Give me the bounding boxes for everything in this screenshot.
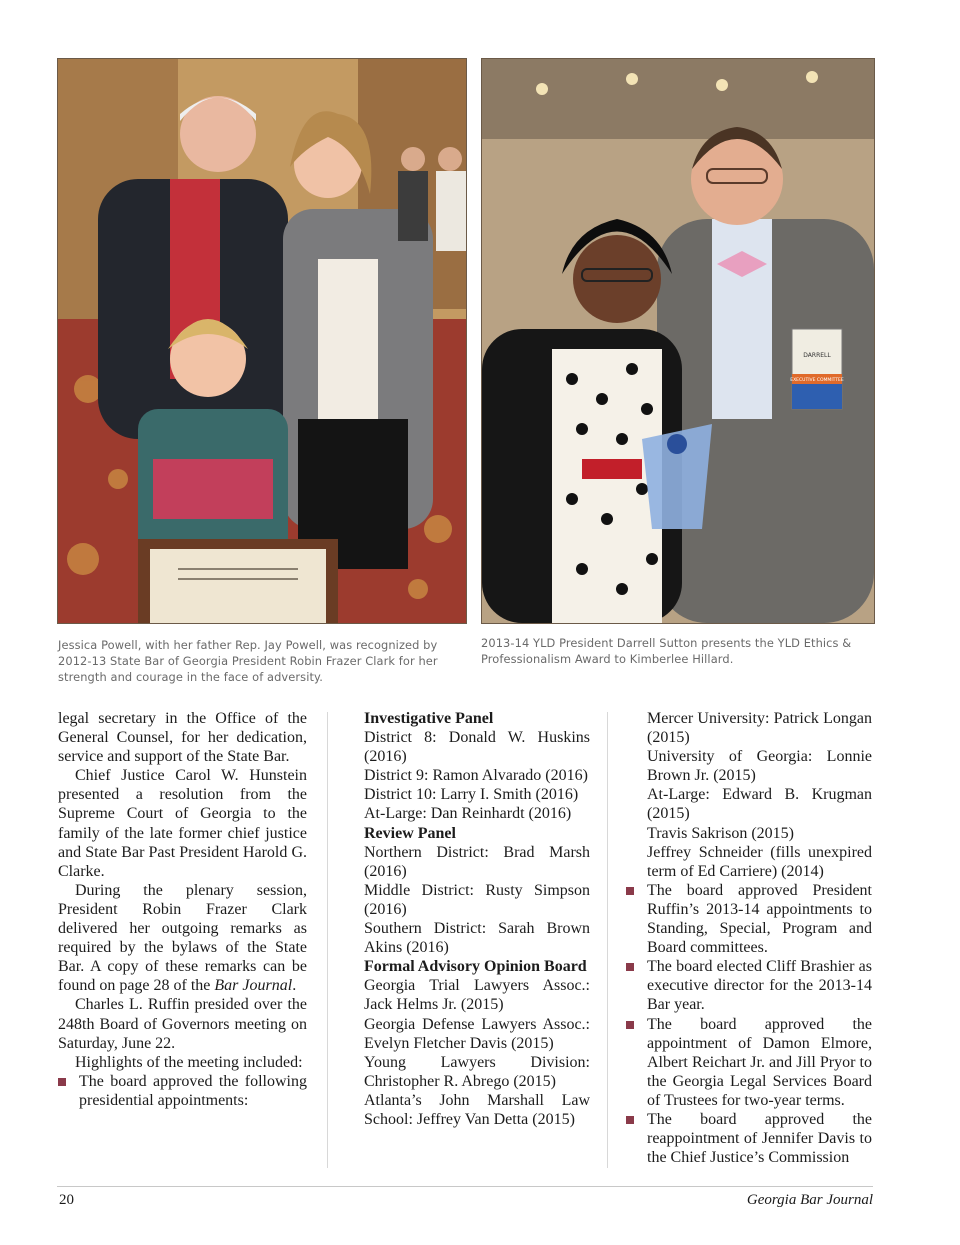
caption-left: Jessica Powell, with her father Rep. Jay Powell, was recognized by 2012-13 State Bar of Georgia President Robin Frazer Clark for her strength and courage in the face of adversity. [58,638,438,684]
badge-ribbon: EXECUTIVE COMMITTEE [790,378,844,383]
bullet-item: The board approved the reappointment of Jennifer Davis to the Chief Justice’s Commission [626,1110,872,1167]
section-heading: Investigative Panel [364,710,494,727]
list-item: University of Georgia: Lonnie Brown Jr. (2015) [647,748,872,785]
list-item: Jeffrey Schneider (fills unexpired term of Ed Carriere) (2014) [647,843,872,880]
bullet-square-icon [626,1021,634,1029]
list-item: District 8: Donald W. Huskins (2016) [364,729,590,766]
bullet-item: The board approved the appointment of Damon Elmore, Albert Reichart Jr. and Jill Pryor to the Georgia Legal Services Board of Trustees for two-year terms. [626,1015,872,1110]
list-item: Mercer University: Patrick Longan (2015) [647,710,872,747]
list-item: Middle District: Rusty Simpson (2016) [364,881,590,918]
list-item: Atlanta’s John Marshall Law School: Jeffrey Van Detta (2015) [364,1091,590,1128]
paragraph: During the plenary session, President Robin Frazer Clark delivered her outgoing remarks as required by the bylaws of the State Bar. A copy of these remarks can be found on page 28 of the Bar Journal. [58,881,307,995]
photo-left-illustration [58,59,466,623]
page-number: 20 [59,1192,74,1208]
bullet-square-icon [626,887,634,895]
list-item: Georgia Defense Lawyers Assoc.: Evelyn Fletcher Davis (2015) [364,1015,590,1052]
bullet-item: The board approved the following presidential appointments: [58,1072,307,1110]
list-item: District 10: Larry I. Smith (2016) [364,786,579,804]
paragraph: Charles L. Ruffin presided over the 248th Board of Governors meeting on Saturday, June 22. [58,996,307,1052]
list-item: District 9: Ramon Alvarado (2016) [364,767,588,785]
paragraph: legal secretary in the Office of the General Counsel, for her dedication, service and support of the State Bar. [58,710,307,766]
photo-right-illustration [482,59,874,623]
bullet-square-icon [626,1116,634,1124]
section-heading: Review Panel [364,824,456,842]
column-divider [607,712,608,1168]
paragraph: Chief Justice Carol W. Hunstein presented a resolution from the Supreme Court of Georgia to the family of the late former chief justice and State Bar Past President Harold G. Clarke. [58,767,307,880]
journal-name: Georgia Bar Journal [746,1192,873,1208]
text-column-3 [626,709,872,1167]
column-divider [327,712,328,1168]
list-item: Travis Sakrison (2015) [647,824,794,842]
list-item: Young Lawyers Division: Christopher R. Abrego (2015) [364,1053,590,1090]
list-item: Southern District: Sarah Brown Akins (2016) [364,920,590,957]
badge-name: DARRELL [803,352,831,359]
list-item: At-Large: Edward B. Krugman (2015) [647,786,872,823]
text-column-1 [58,709,307,1110]
bullet-item: The board elected Cliff Brashier as executive director for the 2013-14 Bar year. [626,957,872,1014]
footer-rule [57,1186,873,1187]
list-item: Georgia Trial Lawyers Assoc.: Jack Helms Jr. (2015) [364,977,590,1014]
photo-powell-family [57,58,467,624]
bullet-item: The board approved President Ruffin’s 2013-14 appointments to Standing, Special, Program and Board committees. [626,881,872,957]
list-item: Northern District: Brad Marsh (2016) [364,843,590,880]
text-column-2 [364,709,590,1129]
paragraph: Highlights of the meeting included: [75,1053,303,1071]
photo-yld-award [481,58,875,624]
bullet-square-icon [58,1078,66,1086]
list-item: At-Large: Dan Reinhardt (2016) [364,805,572,823]
bullet-square-icon [626,963,634,971]
section-heading: Formal Advisory Opinion Board [364,958,587,976]
caption-right: 2013-14 YLD President Darrell Sutton presents the YLD Ethics & Professionalism Award to Kimberlee Hillard. [481,636,852,666]
